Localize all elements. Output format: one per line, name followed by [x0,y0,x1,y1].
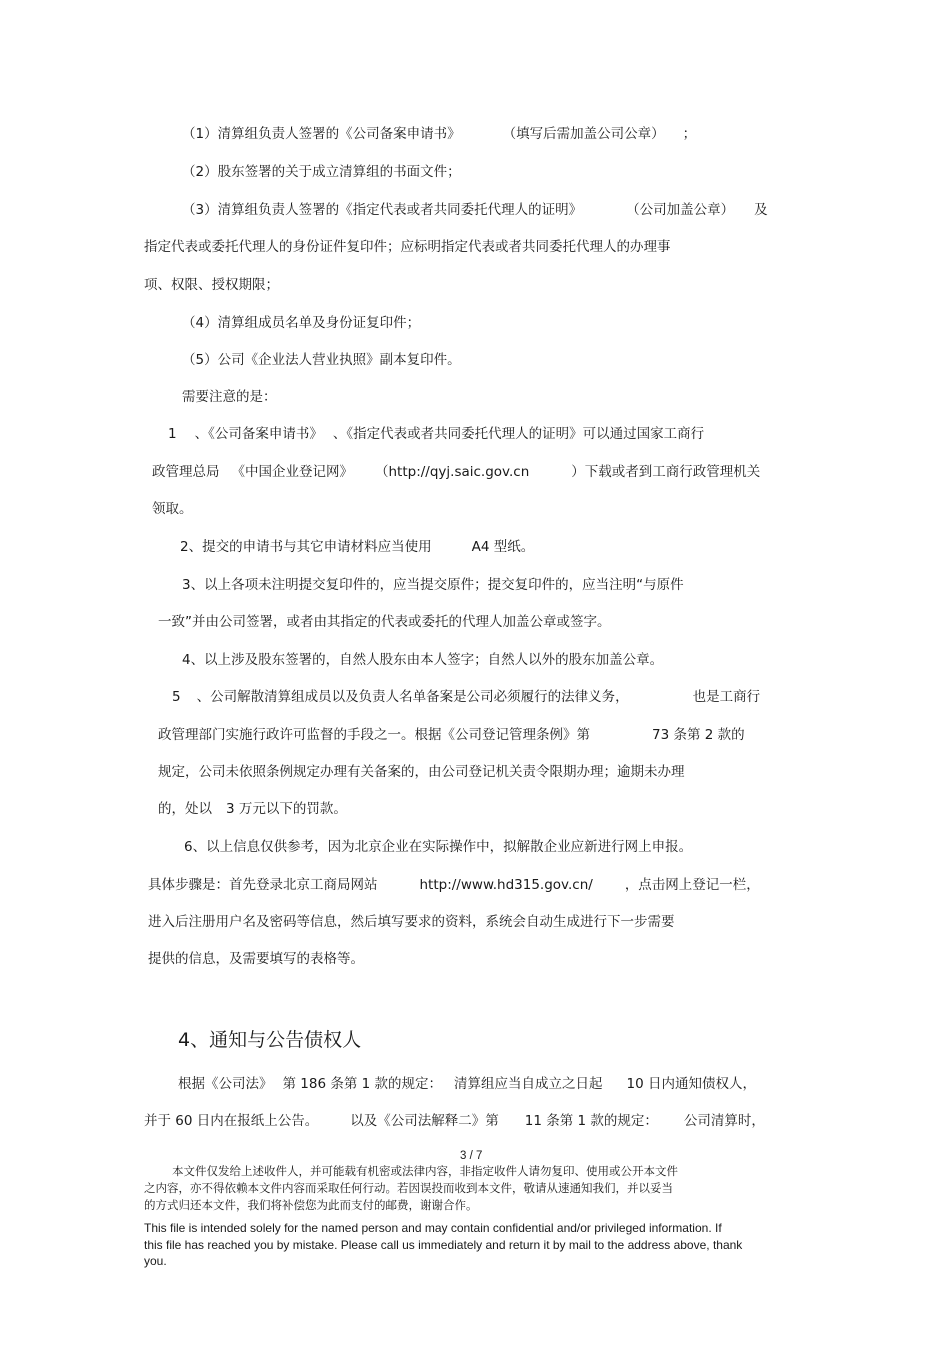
text-segment: 6、以上信息仅供参考，因为北京企业在实际操作中，拟解散企业应新进行网上申报。 [184,839,693,855]
disclaimer-cn-line: 的方式归还本文件，我们将补偿您为此而支付的邮费，谢谢合作。 [144,1198,478,1212]
text-line [152,463,760,481]
page-number: 3 / 7 [460,1150,483,1162]
text-segment: A4 型纸。 [471,539,535,555]
text-segment: 进入后注册用户名及密码等信息，然后填写要求的资料，系统会自动生成进行下一步需要 [148,914,675,930]
text-line [148,913,675,931]
text-segment: 领取。 [152,501,193,517]
text-segment: http://www.hd315.gov.cn/ [419,877,593,893]
text-segment: 政管理总局 [152,464,220,480]
text-segment: 3、以上各项未注明提交复印件的，应当提交原件；提交复印件的，应当注明“与原件 [182,577,684,593]
text-line [158,800,347,818]
text-segment: ）下载或者到工商行政管理机关 [571,464,761,480]
text-segment: （填写后需加盖公司公章） [502,126,665,142]
text-segment: 根据《公司法》 [178,1076,273,1092]
text-segment: （1）清算组负责人签署的《公司备案申请书》 [182,126,461,142]
text-segment: （公司加盖公章） [626,202,735,218]
text-segment: 4、以上涉及股东签署的，自然人股东由本人签字；自然人以外的股东加盖公章。 [182,652,664,668]
text-line [182,651,663,669]
text-segment: 10 日内通知债权人， [626,1076,757,1092]
text-line [184,838,692,856]
text-segment: 规定，公司未依照条例规定办理有关备案的，由公司登记机关责令限期办理；逾期未办理 [158,764,685,780]
text-line [144,276,279,294]
text-line [148,950,364,968]
text-line [180,538,534,556]
text-segment: 1 [168,426,177,442]
text-segment: ； [682,126,697,142]
text-segment: （3）清算组负责人签署的《指定代表或者共同委托代理人的证明》 [182,202,583,218]
text-line [144,1112,765,1130]
text-segment: （http://qyj.saic.gov.cn [375,464,530,480]
text-segment: 、公司解散清算组成员以及负责人名单备案是公司必须履行的法律义务， [196,689,629,705]
text-segment: 3 万元以下的罚款。 [226,801,347,817]
text-segment: 一致”并由公司签署，或者由其指定的代表或委托的代理人加盖公章或签字。 [158,614,611,630]
text-line [182,314,420,332]
text-segment: 需要注意的是： [182,389,277,405]
text-segment: ，点击网上登记一栏， [624,877,760,893]
text-segment: 以及《公司法解释二》第 [350,1113,499,1129]
text-line [182,351,461,369]
section-heading: 4、通知与公告债权人 [178,1029,362,1051]
text-segment: （5）公司《企业法人营业执照》副本复印件。 [182,352,461,368]
text-line [144,238,671,256]
text-line [182,163,461,181]
disclaimer-cn-line: 之内容，亦不得依赖本文件内容而采取任何行动。若因误投而收到本文件，敬请从速通知我们，并以妥当 [144,1181,673,1195]
text-line [178,1075,756,1093]
text-line [148,876,760,894]
text-segment: 73 条第 2 款的 [652,727,745,743]
text-segment: 指定代表或委托代理人的身份证件复印件；应标明指定代表或者共同委托代理人的办理事 [144,239,671,255]
text-segment: 项、权限、授权期限； [144,277,279,293]
text-line [182,576,684,594]
text-segment: 的，处以 [158,801,212,817]
text-line [158,726,745,744]
text-line [158,613,611,631]
text-segment: （4）清算组成员名单及身份证复印件； [182,315,421,331]
text-line [152,500,193,518]
text-segment: 清算组应当自成立之日起 [454,1076,603,1092]
text-line [158,763,685,781]
text-segment: 及 [754,202,768,218]
text-segment: （2）股东签署的关于成立清算组的书面文件； [182,164,461,180]
text-segment: 具体步骤是：首先登录北京工商局网站 [148,877,378,893]
text-segment: 11 条第 1 款的规定： [524,1113,658,1129]
text-segment: 、《公司备案申请书》 [194,426,323,442]
text-segment: 公司清算时， [683,1113,765,1129]
text-line [182,388,277,406]
text-line [172,688,760,706]
text-segment: 2、提交的申请书与其它申请材料应当使用 [180,539,432,555]
text-segment: 、《指定代表或者共同委托代理人的证明》可以通过国家工商行 [332,426,705,442]
disclaimer-en-line: This file is intended solely for the named person and may contain confidential and/or privileged information. If [144,1221,722,1235]
text-segment: 第 186 条第 1 款的规定： [282,1076,443,1092]
disclaimer-en-line: this file has reached you by mistake. Please call us immediately and return it by mail to the address above, thank [144,1238,743,1252]
text-line [182,125,696,143]
disclaimer-en-line: you. [144,1254,167,1268]
text-line [182,201,768,219]
text-segment: 政管理部门实施行政许可监督的手段之一。根据《公司登记管理条例》第 [158,727,590,743]
text-segment: 5 [172,689,181,705]
disclaimer-cn-line: 本文件仅发给上述收件人，并可能载有机密或法律内容，非指定收件人请勿复印、使用或公开本文件 [172,1164,678,1178]
text-segment: 并于 60 日内在报纸上公告。 [144,1113,319,1129]
text-segment: 提供的信息，及需要填写的表格等。 [148,951,364,967]
text-segment: 《中国企业登记网》 [231,464,353,480]
text-segment: 也是工商行 [692,689,761,705]
text-line [168,425,704,443]
